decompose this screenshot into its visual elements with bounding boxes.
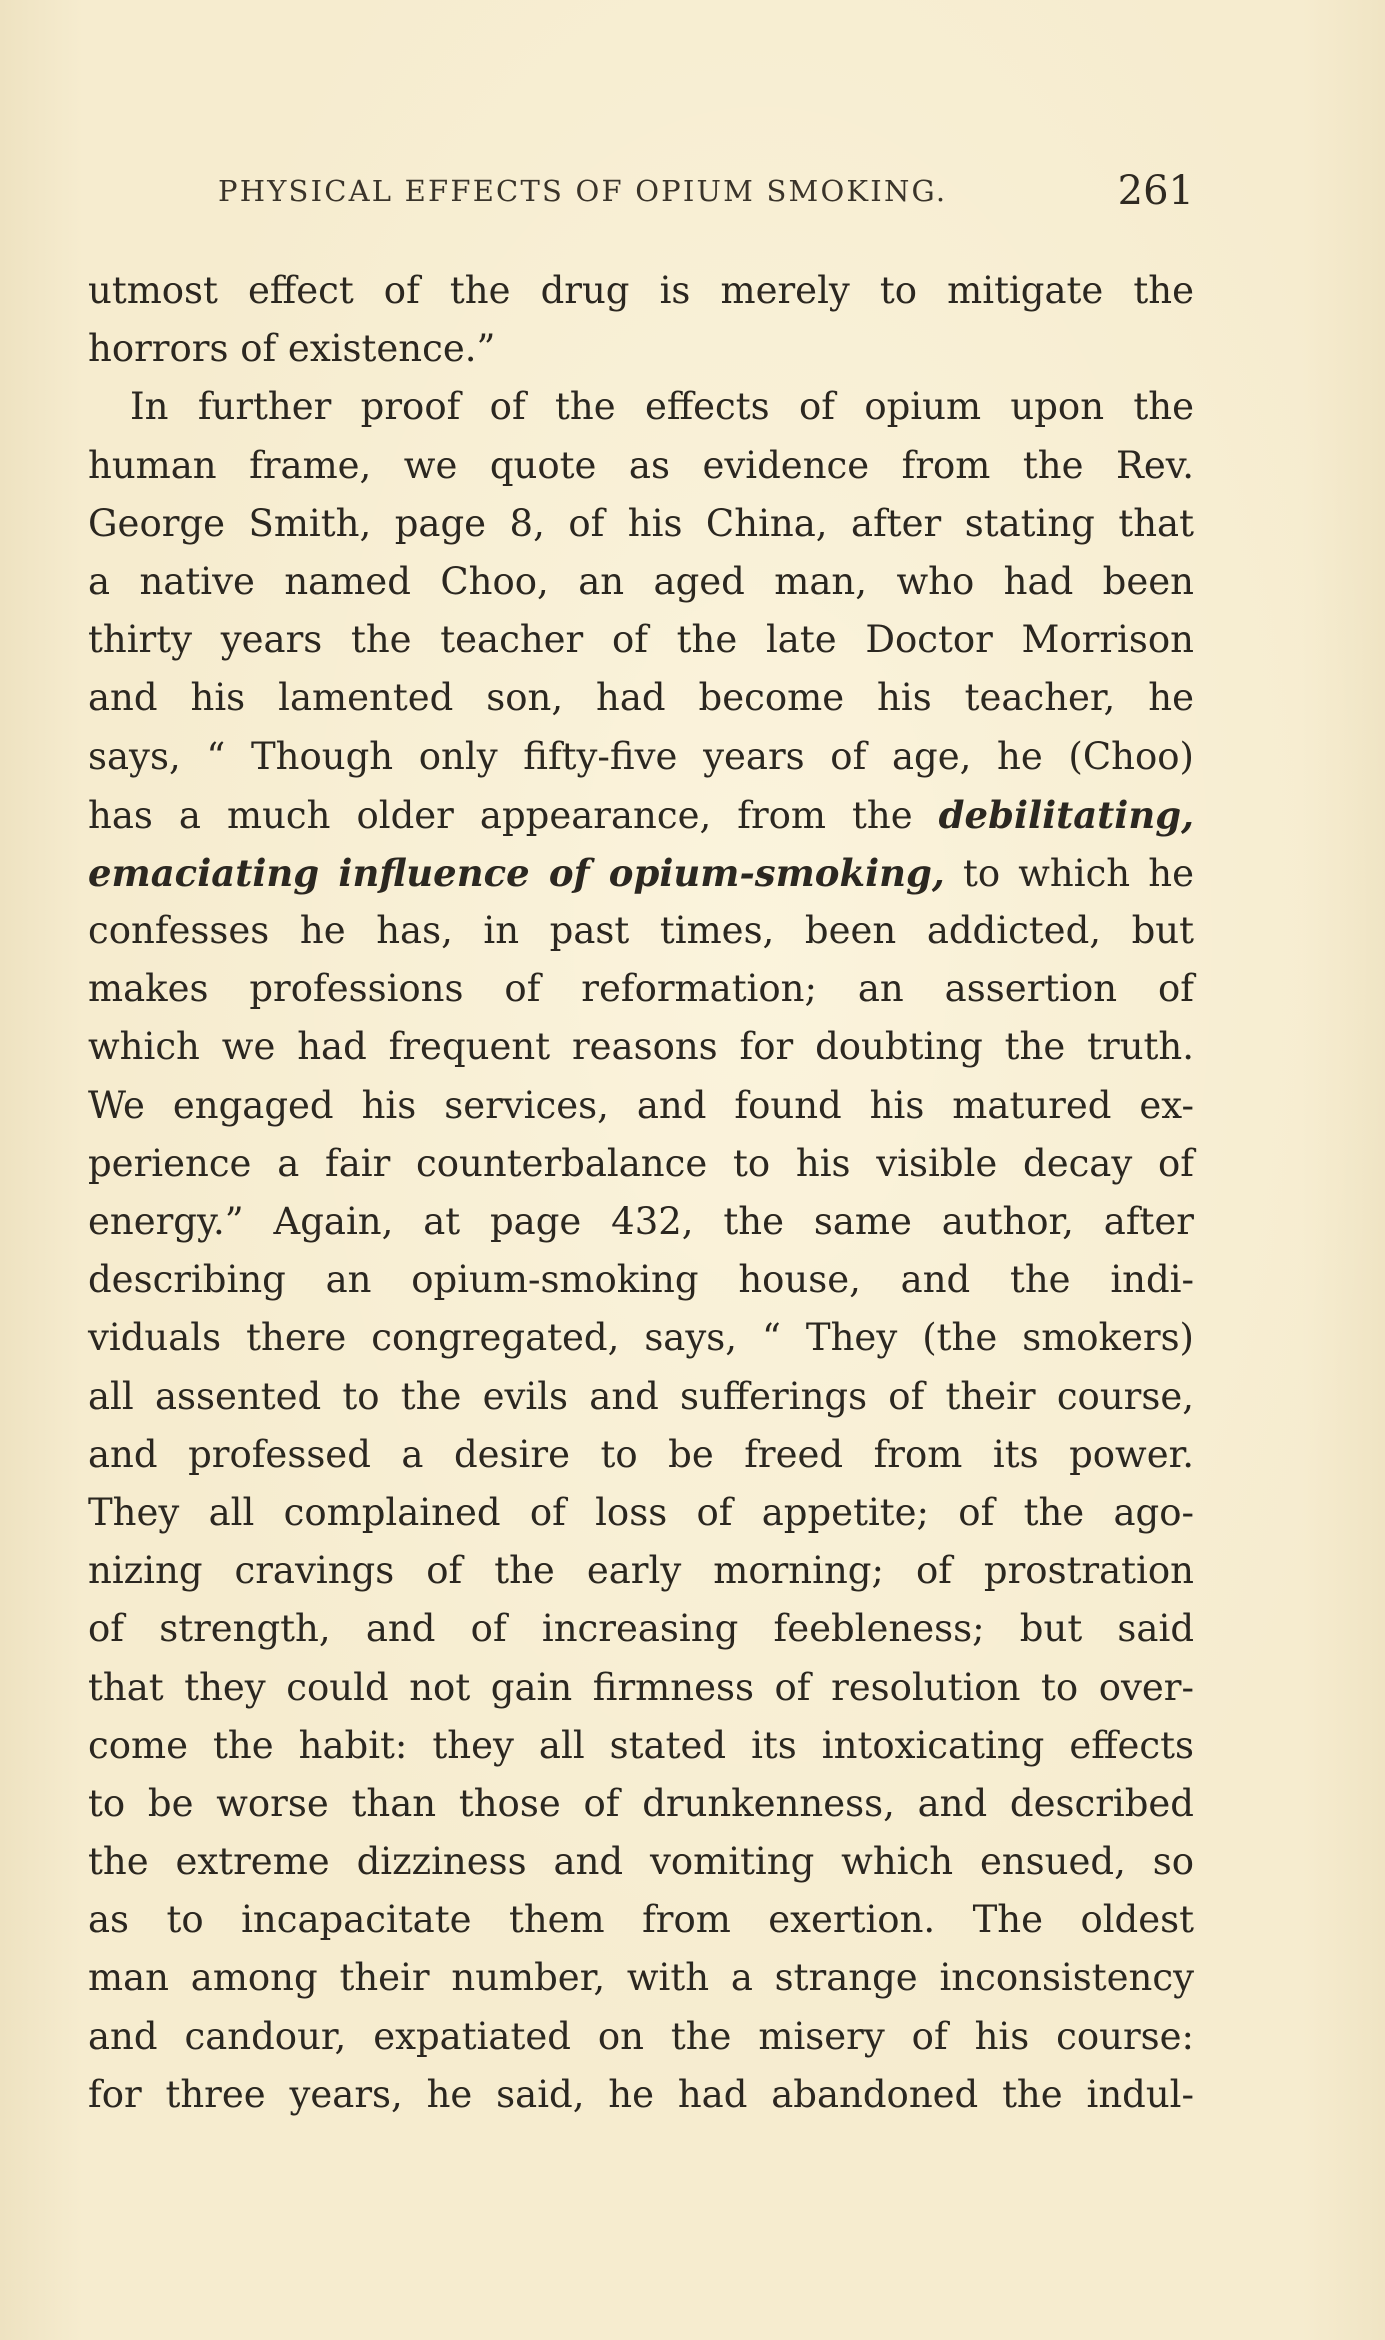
italic-emphasis: emaciating influence of opium-smoking, bbox=[88, 850, 945, 895]
text-line: and professed a desire to be freed from its power. bbox=[88, 1432, 1194, 1476]
text-line-with-italic bbox=[88, 786, 1194, 844]
text-line: utmost effect of the drug is merely to mitigate the bbox=[88, 269, 1194, 312]
text-line: of strength, and of increasing feebleness; but said bbox=[88, 1607, 1194, 1651]
text-line-with-italic bbox=[88, 844, 1194, 902]
text-segment: has a much older appearance, from the bbox=[88, 793, 913, 837]
text-line: the extreme dizziness and vomiting which ensued, so bbox=[88, 1840, 1194, 1884]
text-line: George Smith, page 8, of his China, after stating that bbox=[88, 501, 1194, 545]
text-line: and candour, expatiated on the misery of his course: bbox=[88, 2014, 1194, 2058]
text-line: to be worse than those of drunkenness, and described bbox=[88, 1781, 1194, 1825]
text-line: describing an opium-smoking house, and the indi- bbox=[88, 1258, 1194, 1302]
running-title: PHYSICAL EFFECTS OF OPIUM SMOKING. bbox=[218, 174, 948, 208]
text-line: a native named Choo, an aged man, who had been bbox=[88, 559, 1194, 603]
text-line: which we had frequent reasons for doubting the truth. bbox=[88, 1025, 1194, 1069]
text-line: viduals there congregated, says, “ They (the smokers) bbox=[88, 1316, 1194, 1360]
text-segment: to which he bbox=[962, 851, 1195, 895]
text-line: as to incapacitate them from exertion. The oldest bbox=[88, 1898, 1194, 1942]
text-line: for three years, he said, he had abandoned the indul- bbox=[88, 2072, 1194, 2116]
italic-emphasis: debilitating, bbox=[938, 792, 1194, 837]
text-line: makes professions of reformation; an assertion of bbox=[88, 967, 1194, 1011]
text-line: They all complained of loss of appetite; of the ago- bbox=[88, 1490, 1194, 1534]
running-head bbox=[88, 168, 1194, 218]
text-line: man among their number, with a strange inconsistency bbox=[88, 1956, 1194, 2000]
text-line: horrors of existence.” bbox=[88, 327, 496, 371]
body-text bbox=[88, 262, 1194, 2124]
text-line: and his lamented son, had become his teacher, he bbox=[88, 676, 1194, 720]
text-line: that they could not gain firmness of resolution to over- bbox=[88, 1665, 1194, 1709]
text-line: confesses he has, in past times, been addicted, but bbox=[88, 909, 1194, 953]
paragraph-first-line: In further proof of the effects of opium upon the bbox=[130, 385, 1194, 429]
page-number: 261 bbox=[1117, 168, 1194, 214]
text-line: perience a fair counterbalance to his visible decay of bbox=[88, 1141, 1194, 1185]
text-line: human frame, we quote as evidence from the Rev. bbox=[88, 443, 1194, 487]
text-line: energy.” Again, at page 432, the same author, after bbox=[88, 1200, 1194, 1243]
text-line: nizing cravings of the early morning; of prostration bbox=[88, 1549, 1194, 1593]
text-line: says, “ Though only fifty-five years of age, he (Choo) bbox=[88, 734, 1194, 778]
text-line: thirty years the teacher of the late Doctor Morrison bbox=[88, 618, 1194, 662]
text-line: We engaged his services, and found his matured ex- bbox=[88, 1083, 1194, 1127]
text-line: all assented to the evils and sufferings of their course, bbox=[88, 1374, 1194, 1418]
text-line: come the habit: they all stated its intoxicating effects bbox=[88, 1723, 1194, 1767]
